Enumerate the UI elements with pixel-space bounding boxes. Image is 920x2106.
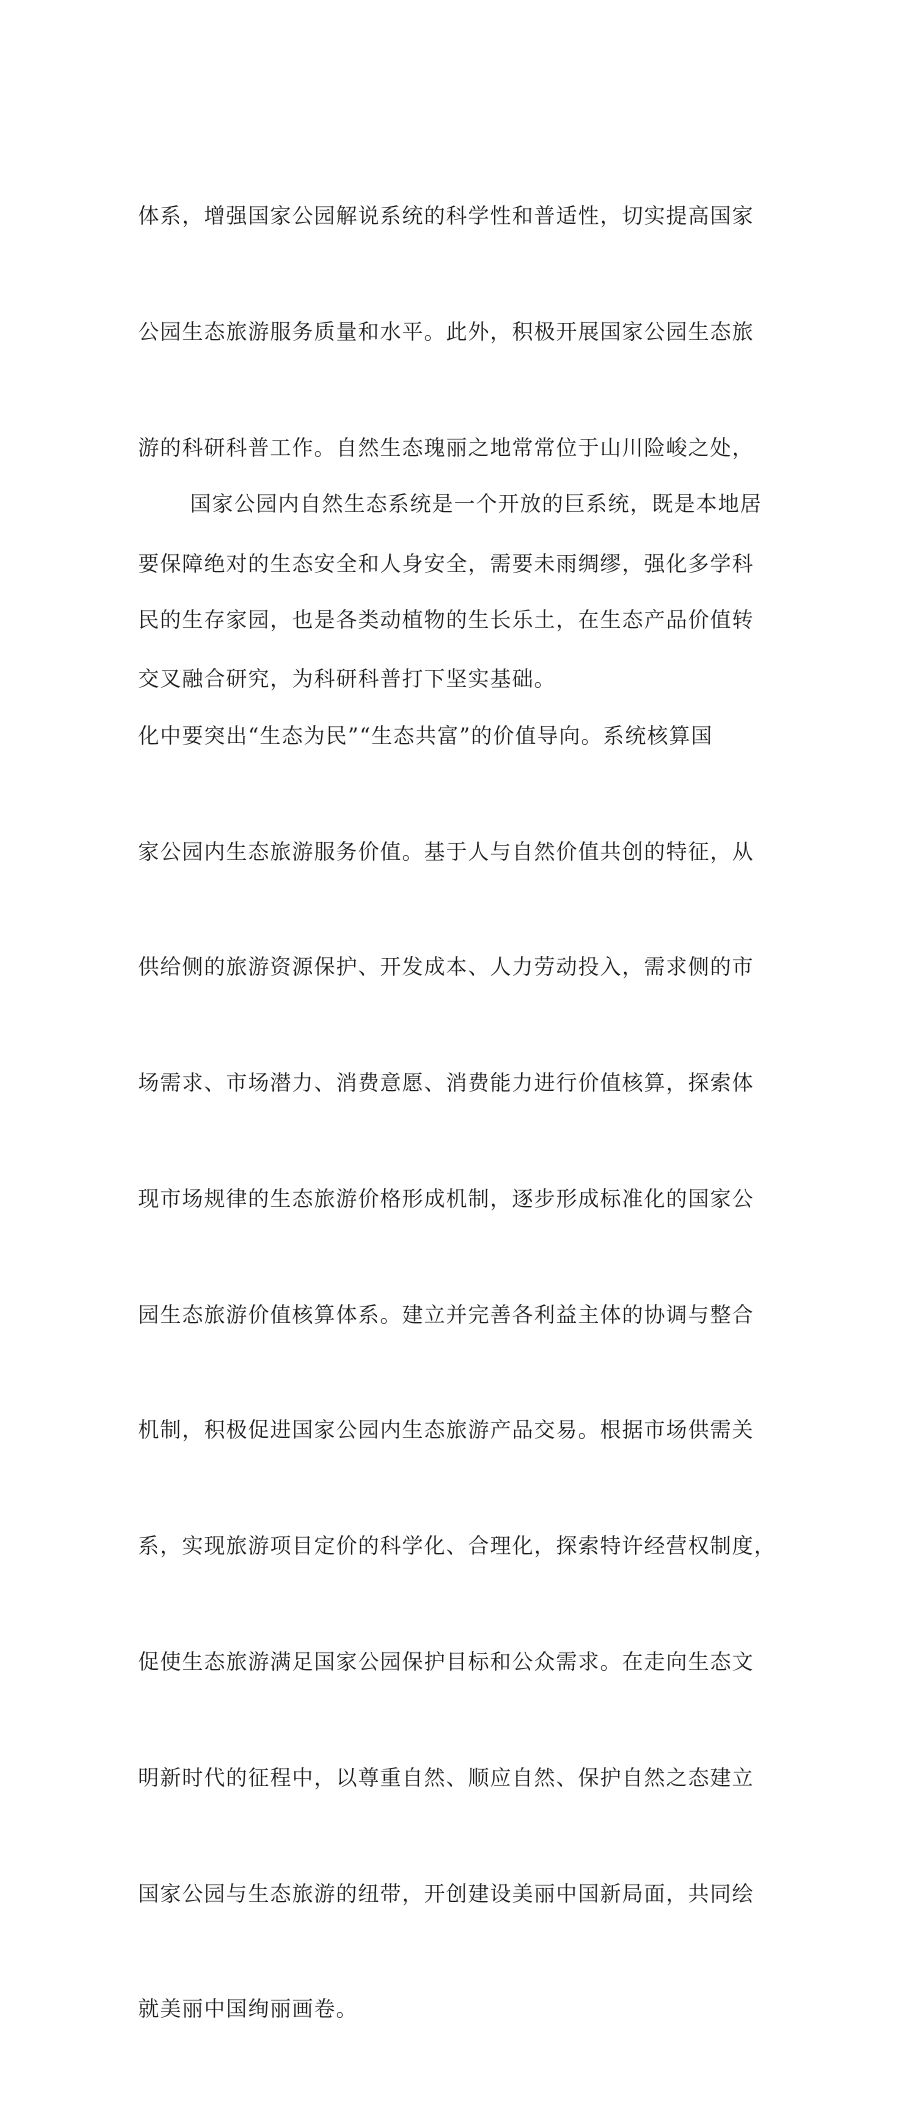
text-line: 要保障绝对的生态安全和人身安全，需要未雨绸缪，强化多学科 xyxy=(138,551,754,576)
text-line: 体系，增强国家公园解说系统的科学性和普适性，切实提高国家 xyxy=(138,204,754,229)
text-line: 供给侧的旅游资源保护、开发成本、人力劳动投入，需求侧的市 xyxy=(138,955,754,980)
text-line: 明新时代的征程中，以尊重自然、顺应自然、保护自然之态建立 xyxy=(138,1765,754,1790)
text-line: 国家公园内自然生态系统是一个开放的巨系统，既是本地居 xyxy=(190,492,762,517)
text-line: 现市场规律的生态旅游价格形成机制，逐步形成标准化的国家公 xyxy=(138,1186,754,1211)
text-line: 促使生态旅游满足国家公园保护目标和公众需求。在走向生态文 xyxy=(138,1650,754,1674)
text-line: 游的科研科普工作。自然生态瑰丽之地常常位于山川险峻之处， xyxy=(138,435,754,460)
text-line: 园生态旅游价值核算体系。建立并完善各利益主体的协调与整合 xyxy=(138,1302,754,1327)
text-line: 家公园内生态旅游服务价值。基于人与自然价值共创的特征，从 xyxy=(138,839,754,864)
text-line: 就美丽中国绚丽画卷。 xyxy=(138,1997,358,2022)
text-line: 交叉融合研究，为科研科普打下坚实基础。 xyxy=(138,667,556,692)
text-line: 场需求、市场潜力、消费意愿、消费能力进行价值核算，探索体 xyxy=(138,1071,754,1096)
text-line: 民的生存家园，也是各类动植物的生长乐土，在生态产品价值转 xyxy=(138,607,754,632)
text-line: 公园生态旅游服务质量和水平。此外，积极开展国家公园生态旅 xyxy=(138,319,754,344)
text-line: 系，实现旅游项目定价的科学化、合理化，探索特许经营权制度， xyxy=(138,1534,776,1559)
paragraph-2 xyxy=(138,408,788,2106)
text-line: 国家公园与生态旅游的纽带，开创建设美丽中国新局面，共同绘 xyxy=(138,1881,754,1906)
text-line: 机制，积极促进国家公园内生态旅游产品交易。根据市场供需关 xyxy=(138,1418,754,1443)
text-line: 化中要突出“生态为民”“生态共富”的价值导向。系统核算国 xyxy=(138,723,713,748)
